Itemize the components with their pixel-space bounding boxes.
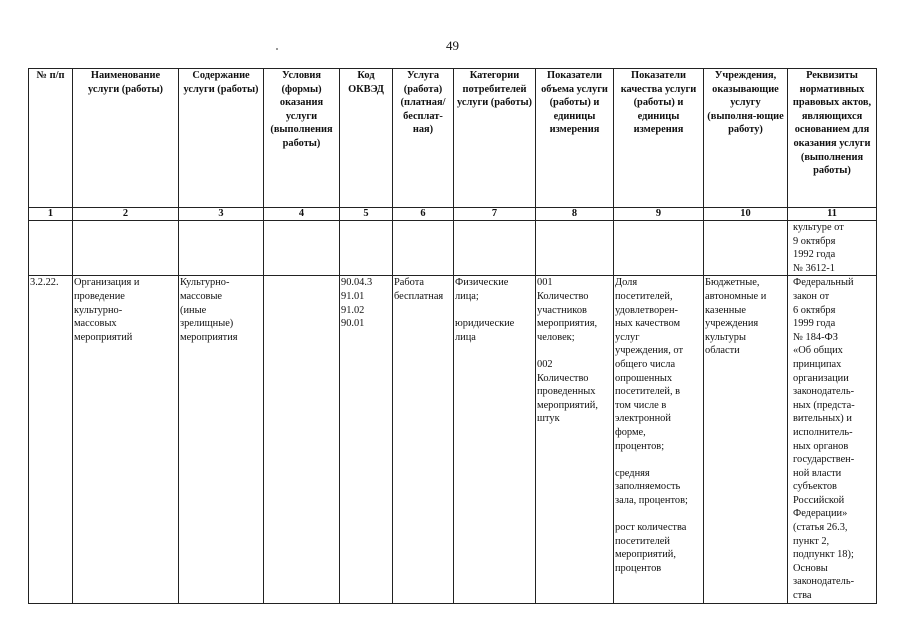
institutions: Бюджетные, автономные и казенные учреждения культуры области	[705, 277, 767, 357]
page-number: 49	[446, 38, 459, 53]
header-volume-indicators: Показатели объема услуги (работы) и единицы измерения	[536, 69, 614, 208]
paid-free: Работа бесплатная	[394, 277, 444, 302]
table-cell	[454, 221, 536, 276]
header-conditions: Условия (формы) оказания услуги (выполнения работы)	[264, 69, 340, 208]
consumer-categories: Физические лица; юридические лица	[455, 277, 515, 343]
column-number: 10	[704, 208, 788, 221]
table-cell	[393, 221, 454, 276]
column-number: 8	[536, 208, 614, 221]
column-number: 4	[264, 208, 340, 221]
table-row	[29, 276, 877, 603]
table-cell	[614, 221, 704, 276]
column-number: 7	[454, 208, 536, 221]
service-content-cell	[179, 276, 264, 603]
column-number: 11	[788, 208, 877, 221]
column-number: 9	[614, 208, 704, 221]
column-number: 3	[179, 208, 264, 221]
service-name: Организация и проведение культурно- массовых мероприятий	[74, 277, 140, 343]
row-number-cell	[29, 276, 73, 603]
volume-indicators: 001 Количество участников мероприятия, человек; 002 Количество проведенных мероприятий, штук	[537, 277, 598, 425]
table-cell	[704, 221, 788, 276]
header-okved-code: Код ОКВЭД	[340, 69, 393, 208]
table-cell	[73, 221, 179, 276]
legal-acts-continuation-text: культуре от 9 октября 1992 года № 3612-1	[793, 222, 844, 274]
table-cell	[264, 221, 340, 276]
header-consumer-categories: Категории потребителей услуги (работы)	[454, 69, 536, 208]
legal-acts-cell	[788, 276, 877, 603]
legal-acts: Федеральный закон от 6 октября 1999 года № 184-ФЗ «Об общих принципах организации законодатель- ных (предста- вительных) и исполнитель- ных органов государствен- ной власти субъектов Российской Федерации» (статья 26.3, пункт 2, подпункт 18); Основы законодатель- ства	[793, 277, 855, 602]
quality-cell	[614, 276, 704, 603]
header-service-name: Наименование услуги (работы)	[73, 69, 179, 208]
legal-acts-continuation-cell	[788, 221, 877, 276]
consumers-cell	[454, 276, 536, 603]
quality-indicators: Доля посетителей, удовлетворен- ных качеством услуг учреждения, от общего числа опрошенных посетителей, в том числе в электронной форме, процентов; средняя заполняемость зала, процентов; рост количества посетителей мероприятий, процентов	[615, 277, 688, 574]
column-number: 6	[393, 208, 454, 221]
row-number: 3.2.22.	[30, 277, 59, 289]
column-numbers-row	[29, 208, 877, 221]
services-table	[28, 68, 877, 604]
paid-free-cell	[393, 276, 454, 603]
table-cell	[536, 221, 614, 276]
continuation-row	[29, 221, 877, 276]
header-row	[29, 69, 877, 208]
volume-cell	[536, 276, 614, 603]
service-name-cell	[73, 276, 179, 603]
table-cell	[29, 221, 73, 276]
header-institutions: Учреждения, оказывающие услугу (выполня-ющие работу)	[704, 69, 788, 208]
column-number: 2	[73, 208, 179, 221]
header-paid-free: Услуга (работа) (платная/ бесплат-ная)	[393, 69, 454, 208]
header-number: № п/п	[29, 69, 73, 208]
scan-dot	[276, 48, 278, 50]
table-cell	[340, 221, 393, 276]
okved-cell	[340, 276, 393, 603]
conditions-cell	[264, 276, 340, 603]
okved-codes: 90.04.3 91.01 91.02 90.01	[341, 277, 373, 330]
header-service-content: Содержание услуги (работы)	[179, 69, 264, 208]
service-content: Культурно- массовые (иные зрелищные) мероприятия	[180, 277, 238, 343]
header-quality-indicators: Показатели качества услуги (работы) и единицы измерения	[614, 69, 704, 208]
column-number: 5	[340, 208, 393, 221]
table-cell	[179, 221, 264, 276]
institutions-cell	[704, 276, 788, 603]
header-legal-acts: Реквизиты нормативных правовых актов, являющихся основанием для оказания услуги (выполнения работы)	[788, 69, 877, 208]
column-number: 1	[29, 208, 73, 221]
